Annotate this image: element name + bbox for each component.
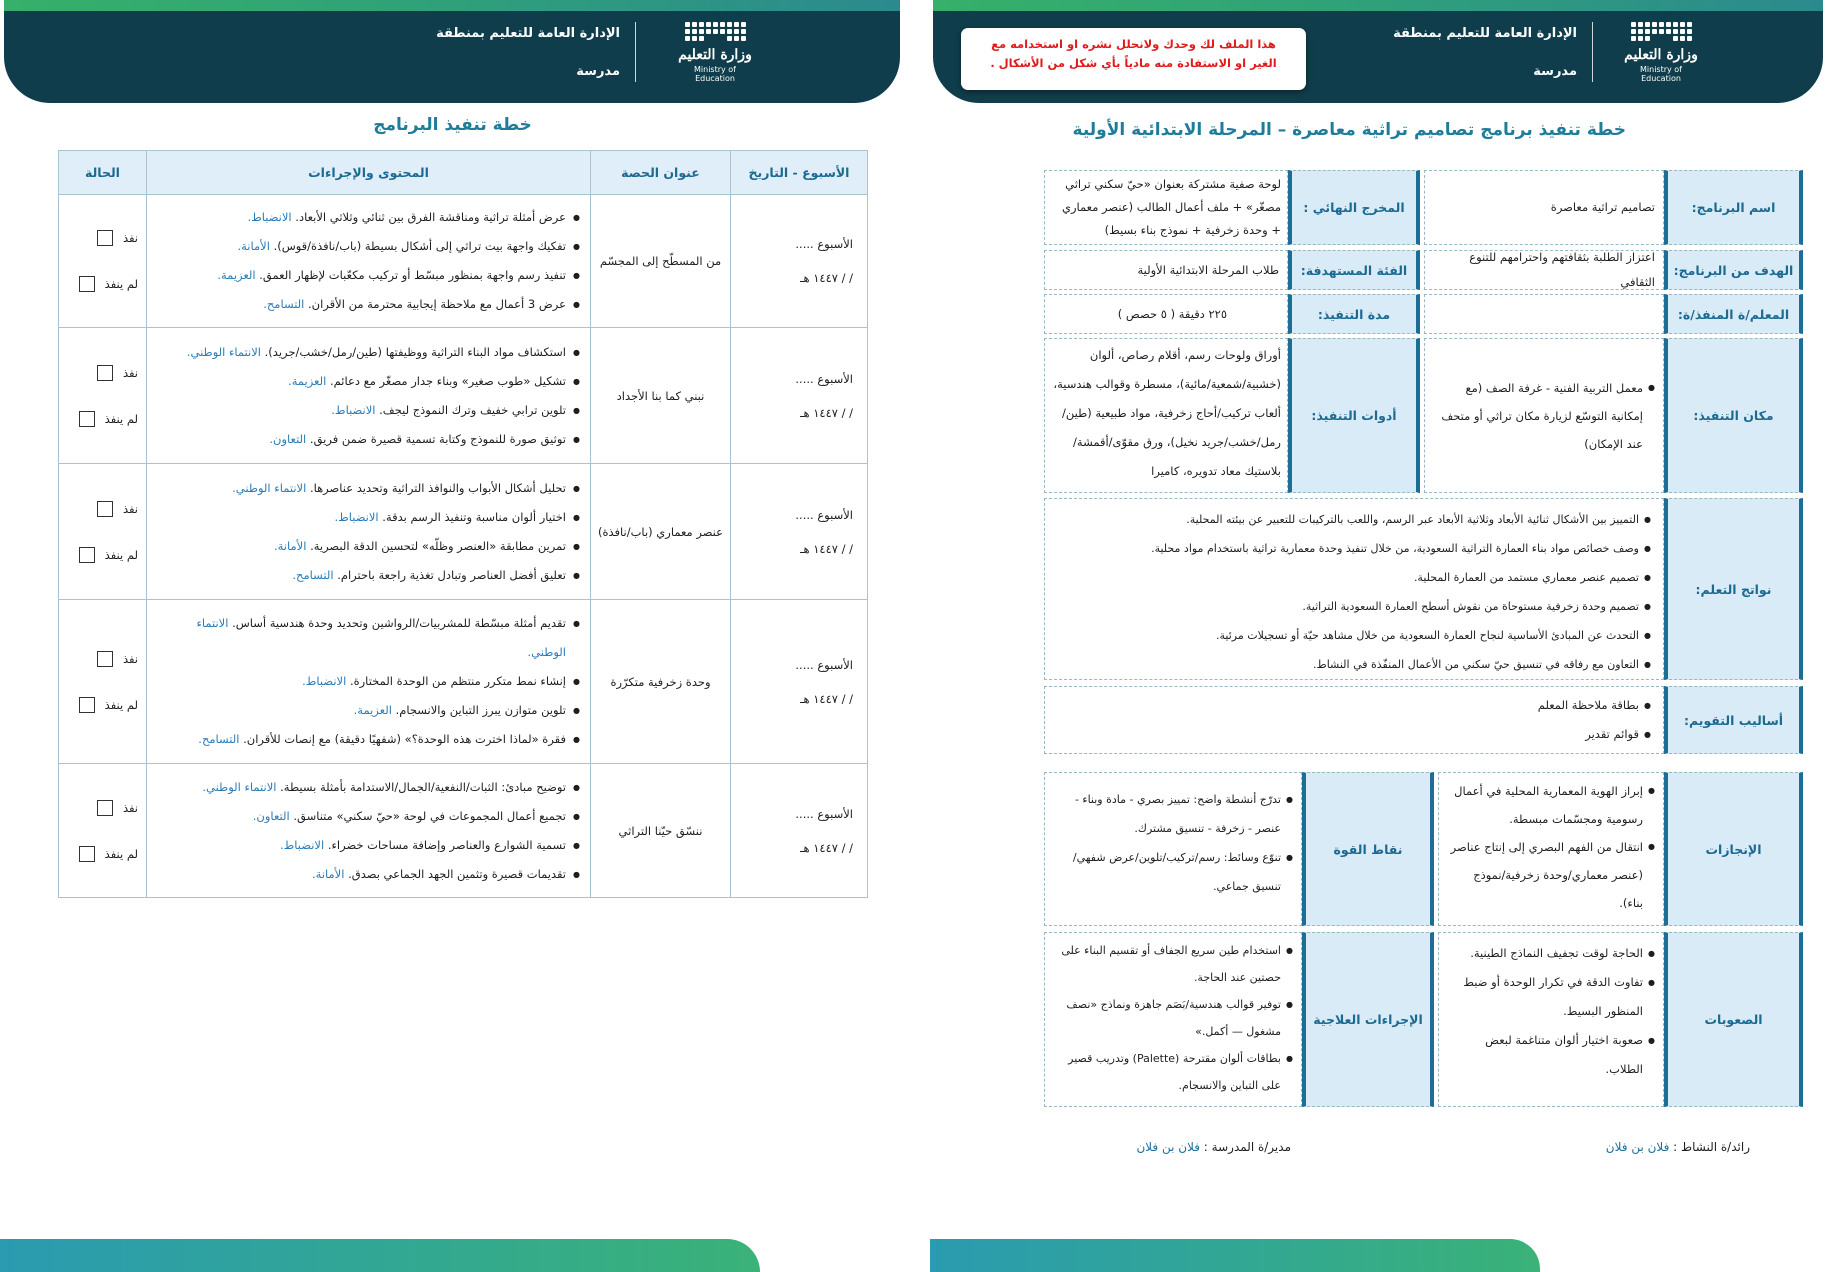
- header-stripe: [4, 0, 900, 11]
- lesson-title: من المسطّح إلى المجسّم: [591, 195, 731, 328]
- remedy-item: ● استخدام طين سريع الجفاف أو تقسيم البناء على حصتين عند الحاجة.: [1053, 937, 1293, 991]
- place-item: ● معمل التربية الفنية - غرفة الصف (مع إمكانية التوسّع لزيارة مكان تراثي أو متحف عند الإمكان): [1433, 374, 1655, 458]
- procedure-item: [157, 532, 580, 561]
- value-tag: التسامح.: [198, 732, 240, 746]
- procedure-text: إنشاء نمط متكرر منتظم من الوحدة المختارة.: [349, 674, 566, 688]
- procedure-item: [157, 831, 580, 860]
- value-strengths: [1044, 772, 1302, 926]
- status-label: نفذ: [122, 800, 138, 815]
- week-label: الأسبوع .....: [795, 237, 853, 251]
- date-label: / / ١٤٤٧ هـ: [800, 271, 853, 285]
- status-label: نفذ: [122, 365, 138, 380]
- table-row: [59, 464, 868, 600]
- value-remedies: [1044, 932, 1302, 1107]
- footer-band: [0, 1239, 760, 1272]
- directorate-line: الإدارة العامة للتعليم بمنطقة: [436, 26, 620, 41]
- difficulty-item: ● تفاوت الدقة في تكرار الوحدة أو ضبط المنظور البسيط.: [1447, 968, 1655, 1026]
- lesson-title: ننسّق حيّنا التراثي: [591, 764, 731, 898]
- outcome-item: ● التمييز بين الأشكال ثنائية الأبعاد وثلاثية الأبعاد عبر الرسم، واللعب بالتركيبات للتعبير عن بيئته المحلية.: [1057, 505, 1651, 534]
- value-tag: التعاون.: [252, 808, 290, 823]
- procedure-item: [157, 367, 580, 396]
- header-separator: [635, 22, 636, 82]
- value-tag: العزيمة.: [353, 703, 392, 717]
- ministry-name-ar: وزارة التعليم: [1624, 47, 1698, 63]
- procedure-item: [157, 261, 580, 290]
- left-page: [0, 0, 905, 1272]
- column-header-week: الأسبوع - التاريخ: [731, 151, 868, 195]
- not-done-checkbox[interactable]: [79, 547, 95, 563]
- date-label: / / ١٤٤٧ هـ: [800, 405, 853, 420]
- table-row: [59, 328, 868, 464]
- achievement-item: [1447, 917, 1655, 926]
- label-remedies: الإجراءات العلاجية: [1302, 932, 1434, 1107]
- procedure-text: تجميع أعمال المجموعات في لوحة «حيّ سكني» متناسق.: [293, 808, 566, 823]
- done-checkbox[interactable]: [97, 651, 113, 667]
- label-outcomes: نواتج التعلم:: [1664, 498, 1803, 680]
- table-row: [59, 195, 868, 328]
- outcome-item: ● تصميم وحدة زخرفية مستوحاة من نقوش أسطح العمارة السعودية التراثية.: [1057, 592, 1651, 621]
- ministry-logo: [1619, 22, 1703, 84]
- header-band: [933, 0, 1823, 103]
- status-option: [67, 785, 138, 831]
- ministry-logo: [673, 22, 757, 84]
- remedy-item: ● توفير قوالب هندسية/بَصَم جاهزة ونماذج «نصف مشغول — أكمل.»: [1053, 991, 1293, 1045]
- procedure-item: [157, 290, 580, 319]
- value-tag: التعاون.: [269, 431, 307, 446]
- logo-dots-icon: [1619, 22, 1703, 41]
- lesson-title: وحدة زخرفية متكرّرة: [591, 600, 731, 764]
- procedure-item: [157, 474, 580, 503]
- label-strengths: نقاط القوة: [1302, 772, 1434, 926]
- procedure-item: [157, 503, 580, 532]
- procedure-text: اختيار ألوان مناسبة وتنفيذ الرسم بدقة.: [382, 509, 566, 524]
- outcome-item: ● التعاون مع رفاقه في تنسيق حيّ سكني من الأعمال المنفّذة في النشاط.: [1057, 650, 1651, 679]
- label-tools: أدوات التنفيذ:: [1288, 338, 1420, 493]
- date-label: / / ١٤٤٧ هـ: [800, 541, 853, 556]
- achievement-item: ● إبراز الهوية المعمارية المحلية في أعمال رسومية ومجسّمات مبسطة.: [1447, 777, 1655, 833]
- done-checkbox[interactable]: [97, 365, 113, 381]
- value-tag: الانتماء الوطني.: [202, 779, 277, 794]
- strength-item: ● تنوّع وسائط: رسم/تركيب/تلوين/عرض شفهي/تنسيق جماعي.: [1053, 843, 1293, 901]
- header-band: [4, 0, 900, 103]
- warning-line-1: هذا الملف لك وحدك ولانحلل نشره او استخدامه مع: [991, 37, 1276, 51]
- label-assessment: أساليب التقويم:: [1664, 686, 1803, 754]
- value-teacher: [1424, 294, 1664, 334]
- status-option: [67, 350, 138, 396]
- status-label: لم ينفذ: [104, 411, 138, 426]
- done-checkbox[interactable]: [97, 501, 113, 517]
- school-line: مدرسة: [576, 64, 620, 79]
- label-place: مكان التنفيذ:: [1664, 338, 1803, 493]
- procedure-item: [157, 773, 580, 802]
- assessment-item: ● بطاقة ملاحظة المعلم: [1057, 691, 1651, 720]
- not-done-checkbox[interactable]: [79, 411, 95, 427]
- status-option: [67, 396, 138, 442]
- label-duration: مدة التنفيذ:: [1288, 294, 1420, 334]
- value-tag: الأمانة.: [237, 239, 270, 253]
- remedy-item: ● بطاقات ألوان مقترحة (Palette) وتدريب قصير على التباين والانسجام.: [1053, 1045, 1293, 1099]
- value-outcomes: [1044, 498, 1664, 680]
- table-row: [59, 764, 868, 898]
- not-done-checkbox[interactable]: [79, 697, 95, 713]
- label-program-name: اسم البرنامج:: [1664, 170, 1803, 245]
- procedure-item: [157, 232, 580, 261]
- procedure-item: [157, 609, 580, 667]
- activity-lead-name: فلان بن فلان: [1605, 1140, 1670, 1154]
- achievement-item: ● انتقال من الفهم البصري إلى إنتاج عناصر (عنصر معماري/وحدة زخرفية/نموذج بناء).: [1447, 833, 1655, 917]
- week-date-cell: [731, 195, 868, 328]
- procedure-text: تسمية الشوارع والعناصر وإضافة مساحات خضراء.: [327, 837, 566, 852]
- plan-table: [58, 150, 868, 898]
- status-label: نفذ: [122, 651, 138, 666]
- label-teacher: المعلم/ة المنفذ/ة:: [1664, 294, 1803, 334]
- label-difficulties: الصعوبات: [1664, 932, 1803, 1107]
- procedure-item: [157, 802, 580, 831]
- procedure-text: تعليق أفضل العناصر وتبادل تغذية راجعة باحترام.: [337, 567, 566, 582]
- status-option: [67, 636, 138, 682]
- difficulty-item: ● الحاجة لوقت تجفيف النماذج الطينية.: [1447, 939, 1655, 968]
- difficulty-item: ● صعوبة اختيار ألوان متناغمة لبعض الطلاب.: [1447, 1026, 1655, 1084]
- value-tag: الأمانة.: [273, 538, 307, 553]
- value-tag: العزيمة.: [217, 268, 256, 282]
- value-tag: الانتماء الوطني.: [196, 616, 566, 659]
- procedure-item: [157, 667, 580, 696]
- week-date-cell: [731, 764, 868, 898]
- program-plan-title: خطة تنفيذ برنامج تصاميم تراثية معاصرة – المرحلة الابتدائية الأولية: [1072, 120, 1626, 140]
- principal-label: مدير/ة المدرسة :: [1203, 1140, 1291, 1154]
- status-label: لم ينفذ: [104, 277, 138, 291]
- outcome-item: ● تصميم عنصر معماري مستمد من العمارة المحلية.: [1057, 563, 1651, 592]
- value-tag: الانضباط.: [334, 509, 379, 524]
- status-cell: [59, 764, 147, 898]
- status-option: [67, 486, 138, 532]
- not-done-checkbox[interactable]: [79, 846, 95, 862]
- week-label: الأسبوع .....: [795, 507, 853, 522]
- status-option: [67, 831, 138, 877]
- lesson-content: [147, 600, 591, 764]
- value-goal: اعتزاز الطلبة بثقافتهم واحترامهم للتنوع الثقافي: [1424, 250, 1664, 290]
- status-label: لم ينفذ: [104, 697, 138, 712]
- procedure-text: تنفيذ رسم واجهة بمنظور مبسّط أو تركيب مكعّبات لإظهار العمق.: [259, 268, 566, 282]
- principal-name: فلان بن فلان: [1136, 1140, 1200, 1154]
- label-goal: الهدف من البرنامج:: [1664, 250, 1803, 290]
- value-achievements: [1438, 772, 1664, 926]
- status-option: [67, 215, 138, 261]
- week-date-cell: [731, 600, 868, 764]
- procedure-text: استكشاف مواد البناء التراثية ووظيفتها (طين/رمل/خشب/جريد).: [264, 344, 566, 359]
- procedure-text: تشكيل «طوب صغير» وبناء جدار مصغّر مع دعائم.: [329, 373, 566, 388]
- lesson-content: [147, 464, 591, 600]
- lesson-content: [147, 328, 591, 464]
- warning-line-2: الغير او الاستفادة منه مادياً بأي شكل من الأشكال .: [990, 56, 1277, 70]
- procedure-text: تمرين مطابقة «العنصر وظلّه» لتحسين الدقة البصرية.: [310, 538, 566, 553]
- header-stripe: [933, 0, 1823, 11]
- status-label: نفذ: [122, 231, 138, 245]
- procedure-text: توثيق صورة للنموذج وكتابة تسمية قصيرة ضمن فريق.: [309, 431, 566, 446]
- lesson-title: نبني كما بنا الأجداد: [591, 328, 731, 464]
- value-tools: أوراق ولوحات رسم، أقلام رصاص، ألوان (خشبية/شمعية/مائية)، مسطرة وقوالب هندسية، ألعاب تركيب/أحاج زخرفية، مواد طبيعية (طين/رمل/خشب/جريد نخيل)، ورق مقوّى/أقمشة/بلاستيك معاد تدويره، كاميرا: [1044, 338, 1288, 493]
- procedure-item: [157, 203, 580, 232]
- ministry-name-en: Ministry of Education: [694, 65, 736, 83]
- column-header-title: عنوان الحصة: [591, 151, 731, 195]
- week-label: الأسبوع .....: [795, 806, 853, 821]
- procedure-item: [157, 338, 580, 367]
- strength-item: ● تدرّج أنشطة واضح: تمييز بصري - مادة وبناء - عنصر - زخرفة - تنسيق مشترك.: [1053, 785, 1293, 843]
- lesson-content: [147, 764, 591, 898]
- column-header-status: الحالة: [59, 151, 147, 195]
- principal-signature: [1136, 1140, 1291, 1154]
- value-difficulties: [1438, 932, 1664, 1107]
- value-place: [1424, 338, 1664, 493]
- status-cell: [59, 600, 147, 764]
- status-option: [67, 682, 138, 728]
- value-tag: الانضباط.: [331, 402, 376, 417]
- column-header-content: المحتوى والإجراءات: [147, 151, 591, 195]
- done-checkbox[interactable]: [97, 800, 113, 816]
- table-row: [59, 600, 868, 764]
- school-line: مدرسة: [1533, 64, 1577, 79]
- activity-lead-signature: [1606, 1140, 1750, 1154]
- value-program-name: تصاميم تراثية معاصرة: [1424, 170, 1664, 245]
- procedure-text: تلوين متوازن يبرز التباين والانسجام.: [395, 703, 566, 717]
- procedure-text: عرض 3 أعمال مع ملاحظة إيجابية محترمة من الأقران.: [308, 297, 566, 311]
- assessment-item: ● قوائم تقدير: [1057, 720, 1651, 749]
- not-done-checkbox[interactable]: [79, 276, 95, 292]
- procedure-text: فقرة «لماذا اخترت هذه الوحدة؟» (شفهيًا دقيقة) مع إنصات للأقران.: [243, 732, 566, 746]
- table-header-row: [59, 151, 868, 195]
- outcome-item: ● التحدث عن المبادئ الأساسية لنجاح العمارة السعودية من خلال مشاهد حيّة أو تسجيلات مرئية.: [1057, 621, 1651, 650]
- procedure-item: [157, 396, 580, 425]
- value-target: طلاب المرحلة الابتدائية الأولية: [1044, 250, 1288, 290]
- label-achievements: الإنجازات: [1664, 772, 1803, 926]
- done-checkbox[interactable]: [97, 230, 113, 246]
- procedure-text: تلوين ترابي خفيف وترك النموذج ليجف.: [379, 402, 566, 417]
- value-tag: العزيمة.: [288, 373, 327, 388]
- status-option: [67, 261, 138, 307]
- directorate-line: الإدارة العامة للتعليم بمنطقة: [1393, 26, 1577, 41]
- date-label: / / ١٤٤٧ هـ: [800, 691, 853, 706]
- label-target: الفئة المستهدفة:: [1288, 250, 1420, 290]
- value-tag: الأمانة.: [312, 866, 345, 881]
- status-cell: [59, 195, 147, 328]
- value-tag: الانتماء الوطني.: [186, 344, 261, 359]
- procedure-item: [157, 696, 580, 725]
- status-label: لم ينفذ: [104, 846, 138, 861]
- week-date-cell: [731, 464, 868, 600]
- procedure-text: تقديمات قصيرة وتثمين الجهد الجماعي بصدق.: [348, 866, 566, 881]
- procedure-text: توضيح مبادئ: الثبات/النفعية/الجمال/الاستدامة بأمثلة بسيطة.: [280, 779, 566, 794]
- week-label: الأسبوع .....: [795, 371, 853, 386]
- status-label: نفذ: [122, 501, 138, 516]
- right-page: [930, 0, 1826, 1272]
- ministry-name-en: Ministry of Education: [1640, 65, 1682, 83]
- week-label: الأسبوع .....: [795, 657, 853, 672]
- warning-notice: [961, 28, 1306, 90]
- lesson-content: [147, 195, 591, 328]
- label-final-output: المخرج النهائي :: [1288, 170, 1420, 245]
- procedure-item: [157, 425, 580, 454]
- value-tag: التسامح.: [263, 297, 305, 311]
- procedure-item: [157, 725, 580, 754]
- activity-lead-label: رائد/ة النشاط :: [1673, 1140, 1750, 1154]
- value-tag: الانضباط.: [279, 837, 325, 852]
- value-tag: الانضباط.: [302, 674, 347, 688]
- status-label: لم ينفذ: [104, 547, 138, 562]
- procedure-text: تفكيك واجهة بيت تراثي إلى أشكال بسيطة (باب/نافذة/قوس).: [273, 239, 566, 253]
- status-cell: [59, 328, 147, 464]
- procedure-text: عرض أمثلة تراثية ومناقشة الفرق بين ثنائي وثلاثي الأبعاد.: [295, 210, 566, 224]
- value-tag: الانتماء الوطني.: [232, 480, 307, 495]
- value-tag: التسامح.: [292, 567, 334, 582]
- procedure-text: تحليل أشكال الأبواب والنوافذ التراثية وتحديد عناصرها.: [309, 480, 566, 495]
- value-final-output: لوحة صفية مشتركة بعنوان «حيّ سكني تراثي مصغّر» + ملف أعمال الطالب (عنصر معماري + وحدة زخرفية + نموذج بناء بسيط): [1044, 170, 1288, 245]
- outcome-item: ● وصف خصائص مواد بناء العمارة التراثية السعودية، من خلال تنفيذ وحدة معمارية تراثية باستخدام مواد محلية.: [1057, 534, 1651, 563]
- footer-band: [930, 1239, 1540, 1272]
- implementation-plan-title: خطة تنفيذ البرنامج: [373, 115, 532, 135]
- status-cell: [59, 464, 147, 600]
- value-tag: الانضباط.: [247, 210, 292, 224]
- week-date-cell: [731, 328, 868, 464]
- date-label: / / ١٤٤٧ هـ: [800, 840, 853, 855]
- header-separator: [1592, 22, 1593, 82]
- procedure-item: [157, 561, 580, 590]
- procedure-text: تقديم أمثلة مبسّطة للمشربيات/الرواشين وتحديد وحدة هندسية أساس.: [232, 616, 566, 630]
- logo-dots-icon: [673, 22, 757, 41]
- value-duration: ٢٢٥ دقيقة ( ٥ حصص ): [1044, 294, 1288, 334]
- lesson-title: عنصر معماري (باب/نافذة): [591, 464, 731, 600]
- ministry-name-ar: وزارة التعليم: [678, 47, 752, 63]
- procedure-item: [157, 860, 580, 889]
- value-assessment: [1044, 686, 1664, 754]
- status-option: [67, 532, 138, 578]
